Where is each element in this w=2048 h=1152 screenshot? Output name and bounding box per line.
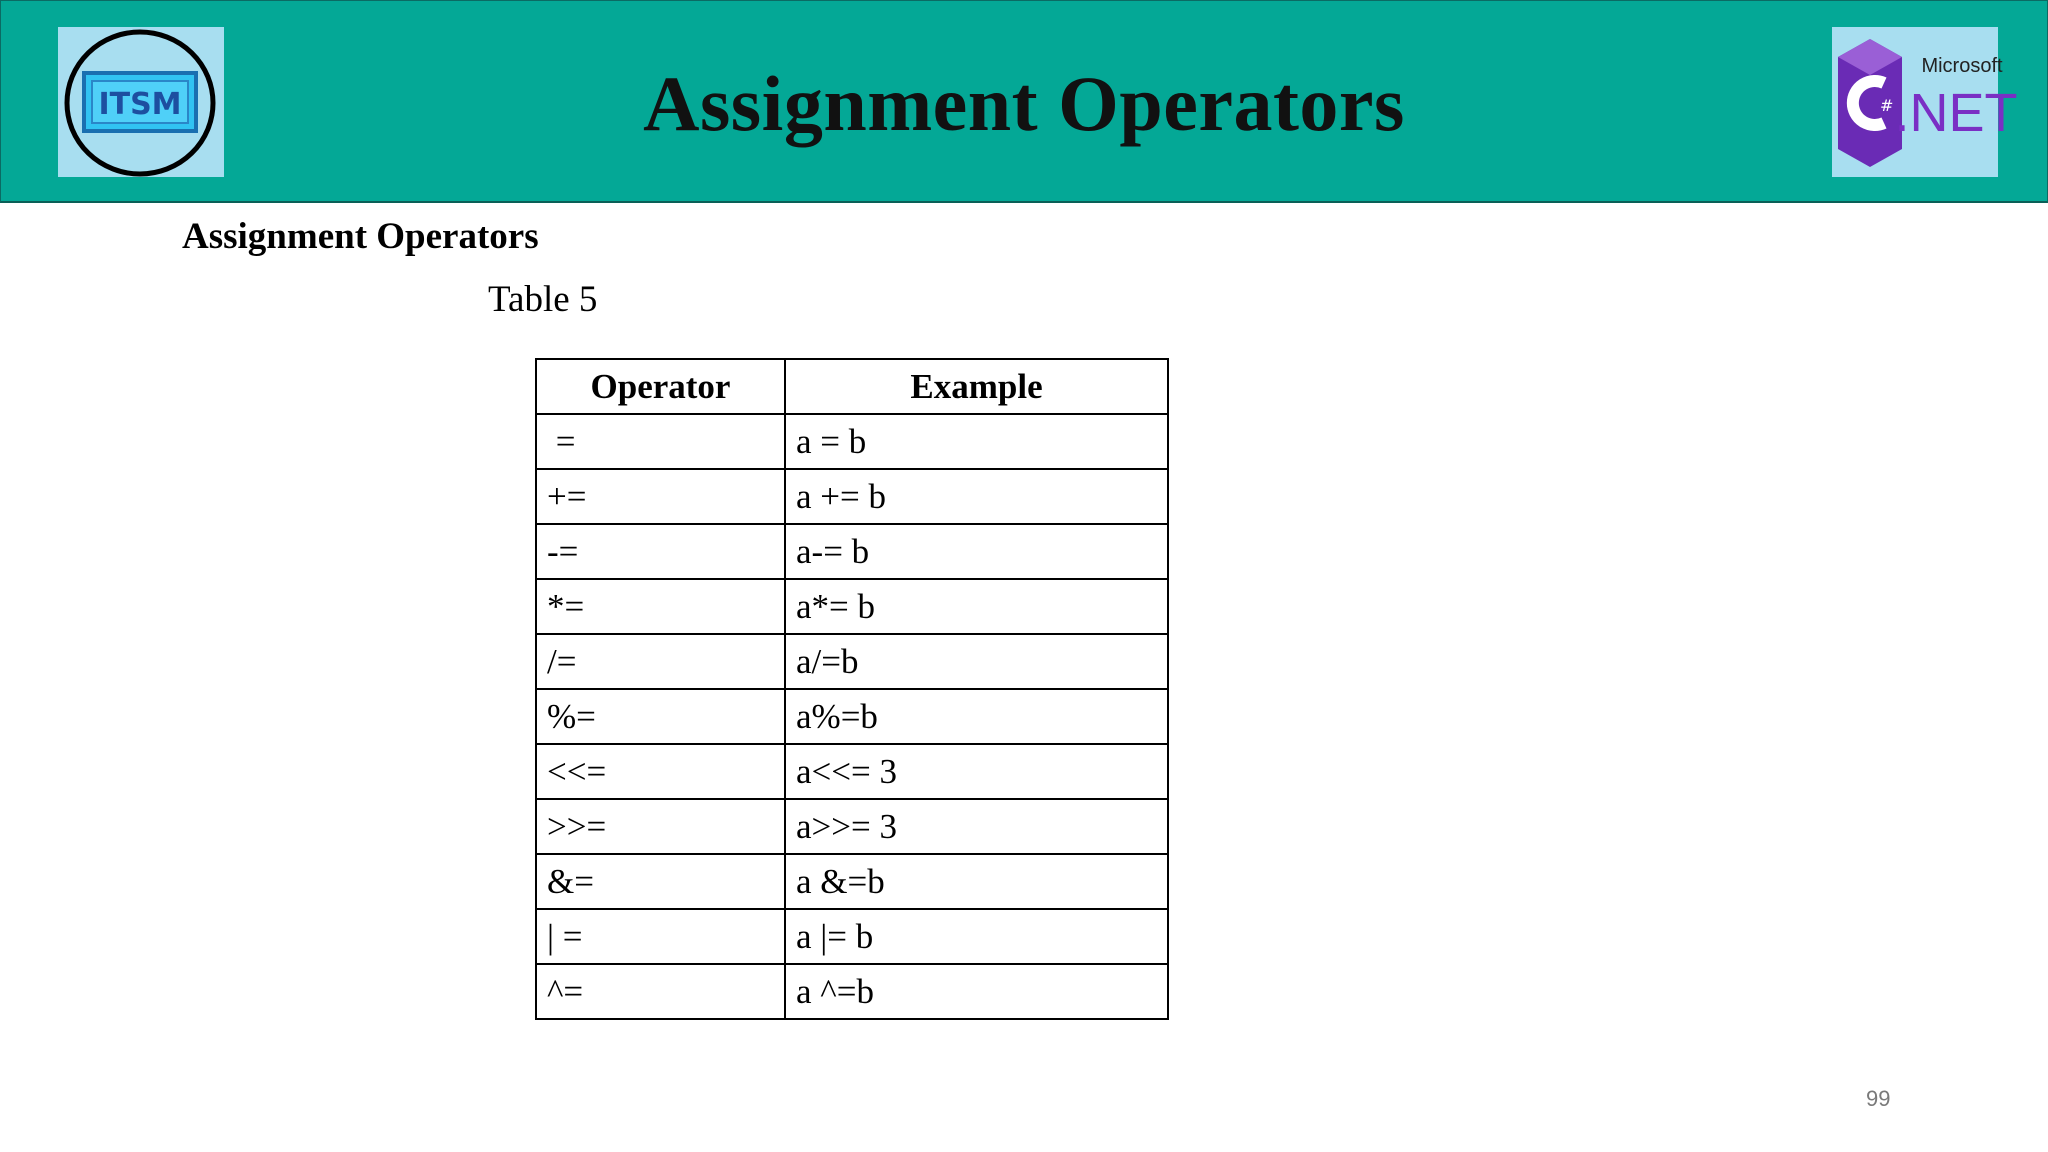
operators-table <box>535 358 1169 1020</box>
table-row <box>536 689 1168 744</box>
operator-cell: ^= <box>536 964 785 1019</box>
table-row <box>536 414 1168 469</box>
example-cell: a>>= 3 <box>785 799 1168 854</box>
example-cell: a ^=b <box>785 964 1168 1019</box>
page-number: 99 <box>1866 1086 1891 1111</box>
table-header-row <box>536 359 1168 414</box>
operator-cell: -= <box>536 524 785 579</box>
slide-header <box>0 0 2048 203</box>
example-cell: a*= b <box>785 579 1168 634</box>
example-cell: a |= b <box>785 909 1168 964</box>
operator-cell: >>= <box>536 799 785 854</box>
example-cell: a/=b <box>785 634 1168 689</box>
svg-text:#: # <box>1880 96 1894 115</box>
table-row <box>536 579 1168 634</box>
operator-cell: | = <box>536 909 785 964</box>
table-row <box>536 744 1168 799</box>
example-cell: a%=b <box>785 689 1168 744</box>
svg-text:.NET: .NET <box>1894 83 2018 143</box>
operator-cell: <<= <box>536 744 785 799</box>
table-row <box>536 524 1168 579</box>
example-cell: a &=b <box>785 854 1168 909</box>
table-row <box>536 909 1168 964</box>
header-example: Example <box>785 359 1168 414</box>
operator-cell: += <box>536 469 785 524</box>
section-subtitle: Assignment Operators <box>182 216 539 257</box>
example-cell: a = b <box>785 414 1168 469</box>
svg-text:ITSM: ITSM <box>98 87 182 122</box>
slide-title: Assignment Operators <box>643 60 1405 147</box>
header-operator: Operator <box>536 359 785 414</box>
svg-text:Microsoft: Microsoft <box>1921 55 2003 77</box>
table-row <box>536 799 1168 854</box>
example-cell: a<<= 3 <box>785 744 1168 799</box>
csharp-dotnet-logo-icon <box>1832 27 2018 177</box>
table-row <box>536 634 1168 689</box>
table-row <box>536 469 1168 524</box>
example-cell: a-= b <box>785 524 1168 579</box>
operator-cell: %= <box>536 689 785 744</box>
operator-cell: &= <box>536 854 785 909</box>
operator-cell: /= <box>536 634 785 689</box>
table-row <box>536 964 1168 1019</box>
table-row <box>536 854 1168 909</box>
operator-cell: *= <box>536 579 785 634</box>
example-cell: a += b <box>785 469 1168 524</box>
operator-cell: = <box>536 414 785 469</box>
table-caption: Table 5 <box>488 279 598 320</box>
